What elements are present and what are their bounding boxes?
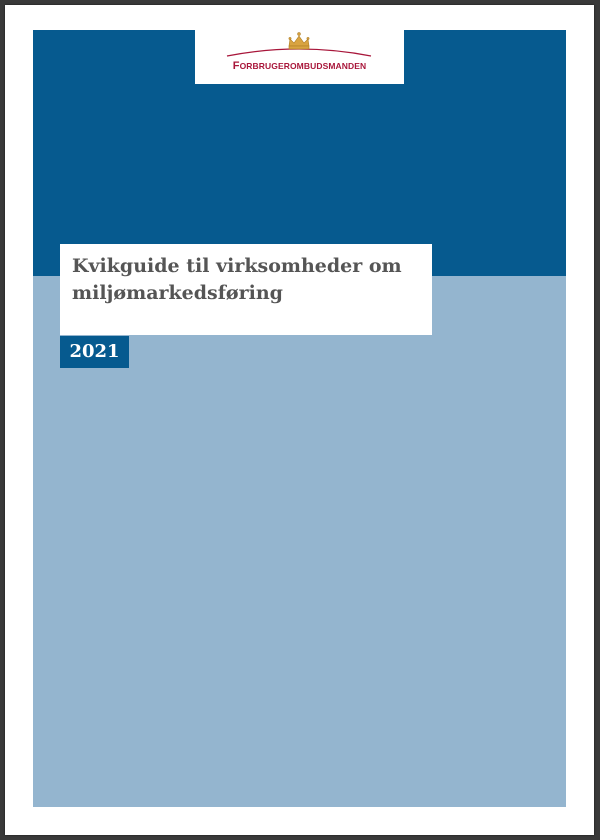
- year-text: 2021: [69, 341, 120, 362]
- logo-graphic: [195, 30, 404, 84]
- year-badge: [60, 336, 129, 368]
- logo-arc: [227, 49, 371, 56]
- title-box: [60, 244, 432, 335]
- document-page: [5, 5, 594, 835]
- logo-text: FORBRUGEROMBUDSMANDEN: [232, 60, 367, 72]
- crown-icon: [289, 33, 309, 49]
- logo: [195, 30, 404, 84]
- document-title: Kvikguide til virksomheder om miljømarkedsføring: [72, 255, 402, 304]
